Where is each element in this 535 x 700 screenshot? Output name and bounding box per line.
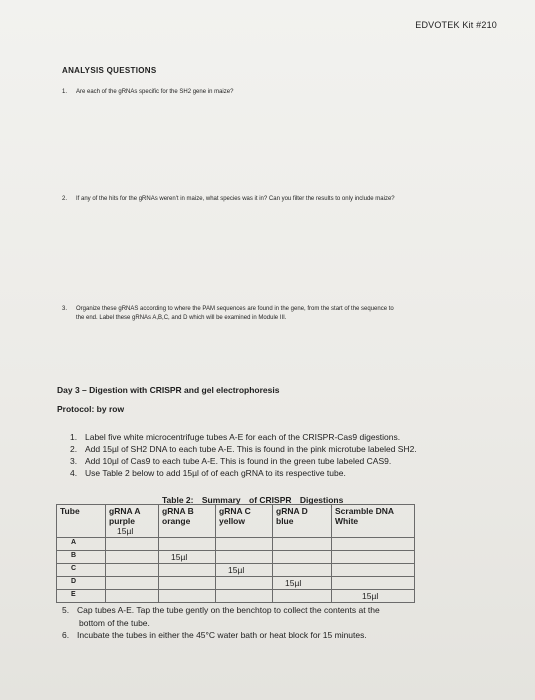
analysis-title: ANALYSIS QUESTIONS xyxy=(62,66,157,75)
table-cell xyxy=(106,538,159,551)
question-number: 3. xyxy=(62,306,68,312)
summary-table xyxy=(56,504,415,603)
header-grna-d: gRNA D blue xyxy=(273,505,332,538)
step-text-continued: bottom of the tube. xyxy=(79,618,150,628)
table-cell: 15µl xyxy=(273,577,332,590)
protocol-steps xyxy=(70,431,490,479)
table-cell xyxy=(159,577,216,590)
step-number: 1. xyxy=(70,432,78,442)
table-cell xyxy=(159,538,216,551)
table-cell xyxy=(106,551,159,564)
protocol-step xyxy=(62,604,492,616)
step-number: 2. xyxy=(70,444,78,454)
table-cell xyxy=(332,538,415,551)
table-cell xyxy=(332,577,415,590)
question-2 xyxy=(62,195,395,204)
header-scramble-dna: Scramble DNA White xyxy=(332,505,415,538)
protocol-step xyxy=(70,455,490,467)
table-cell: 15µl xyxy=(216,564,273,577)
step-number: 5. xyxy=(62,605,70,615)
protocol-step xyxy=(70,443,490,455)
protocol-steps-after xyxy=(62,604,492,642)
protocol-step xyxy=(62,629,492,641)
caption-part: Summary xyxy=(201,495,241,505)
table-cell: 15µl xyxy=(332,590,415,603)
table-cell xyxy=(273,538,332,551)
table-cell xyxy=(159,590,216,603)
tube-label: D xyxy=(57,577,106,590)
table-cell xyxy=(216,538,273,551)
table-row xyxy=(57,551,415,564)
question-number: 2. xyxy=(62,196,68,202)
table-row xyxy=(57,577,415,590)
tube-label: C xyxy=(57,564,106,577)
step-text: Use Table 2 below to add 15µl of of each gRNA to its respective tube. xyxy=(85,468,346,478)
step-number: 4. xyxy=(70,468,78,478)
caption-part: Table 2: xyxy=(162,495,194,505)
step-text: Incubate the tubes in either the 45°C water bath or heat block for 15 minutes. xyxy=(77,630,367,640)
table-cell xyxy=(216,577,273,590)
question-text: Are each of the gRNAs specific for the SH2 gene in maize? xyxy=(76,89,234,95)
kit-header: EDVOTEK Kit #210 xyxy=(415,20,497,30)
table-cell xyxy=(273,564,332,577)
header-tube: Tube xyxy=(57,505,106,538)
tube-label: E xyxy=(57,590,106,603)
question-number: 1. xyxy=(62,89,68,95)
caption-part: of CRISPR xyxy=(249,495,292,505)
table-cell xyxy=(332,551,415,564)
day3-heading: Day 3 – Digestion with CRISPR and gel electrophoresis xyxy=(57,385,280,395)
protocol-step xyxy=(70,467,490,479)
protocol-label: Protocol: by row xyxy=(57,404,125,414)
table-row xyxy=(57,590,415,603)
tube-label: B xyxy=(57,551,106,564)
table-cell xyxy=(106,564,159,577)
table-cell: 15µl xyxy=(159,551,216,564)
step-number: 6. xyxy=(62,630,70,640)
table-row xyxy=(57,538,415,551)
question-1 xyxy=(62,88,233,97)
table-cell xyxy=(216,590,273,603)
caption-part: Digestions xyxy=(299,495,344,505)
header-grna-b: gRNA B orange xyxy=(159,505,216,538)
table-header-row xyxy=(57,505,415,538)
table-cell xyxy=(106,577,159,590)
question-text: If any of the hits for the gRNAs weren't in maize, what species was it in? Can you filter the results to only include maize? xyxy=(76,196,395,202)
question-3 xyxy=(62,305,492,323)
step-text: Add 15µl of SH2 DNA to each tube A-E. This is found in the pink microtube labeled SH2. xyxy=(85,444,417,454)
step-number: 3. xyxy=(70,456,78,466)
table-cell xyxy=(216,551,273,564)
question-text-continued: the end. Label these gRNAs A,B,C, and D which will be examined in Module III. xyxy=(76,315,287,321)
header-grna-c: gRNA C yellow xyxy=(216,505,273,538)
table-cell xyxy=(273,590,332,603)
table-cell xyxy=(106,590,159,603)
step-text: Cap tubes A-E. Tap the tube gently on the benchtop to collect the contents at the xyxy=(77,605,380,615)
table-cell xyxy=(273,551,332,564)
protocol-step xyxy=(70,431,490,443)
tube-label: A xyxy=(57,538,106,551)
table-row xyxy=(57,564,415,577)
question-text: Organize these gRNAS according to where the PAM sequences are found in the gene, from the start of the sequence to xyxy=(76,306,394,312)
step-text: Label five white microcentrifuge tubes A-E for each of the CRISPR-Cas9 digestions. xyxy=(85,432,401,442)
table-cell xyxy=(332,564,415,577)
step-text: Add 10µl of Cas9 to each tube A-E. This is found in the green tube labeled CAS9. xyxy=(85,456,392,466)
header-grna-a: gRNA A purple 15µl xyxy=(106,505,159,538)
table-cell xyxy=(159,564,216,577)
